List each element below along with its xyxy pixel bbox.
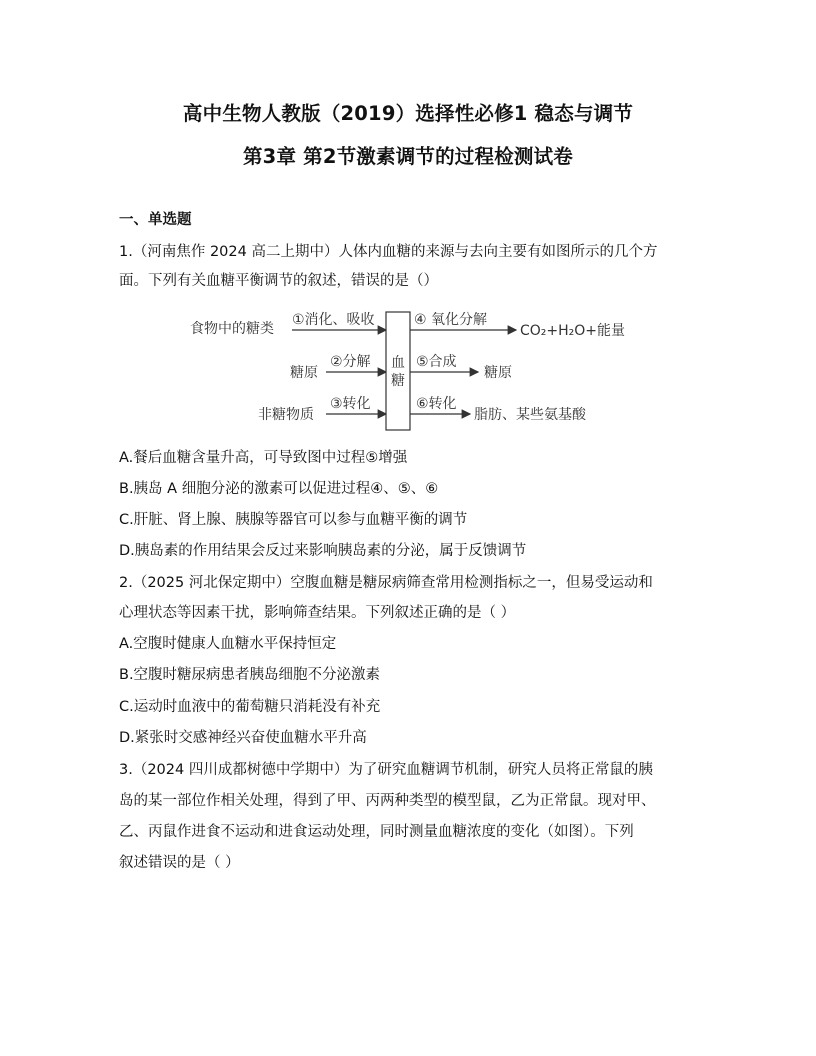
document-subtitle: 第3章 第2节激素调节的过程检测试卷	[242, 145, 574, 168]
source-food-carbs: 食物中的糖类	[190, 321, 274, 337]
question-1-stem-line-2: 面。下列有关血糖平衡调节的叙述，错误的是（）	[119, 273, 438, 289]
question-1-option-a: A.餐后血糖含量升高，可导致图中过程⑤增强	[119, 450, 408, 466]
question-1-stem-line-1: 1.（河南焦作 2024 高二上期中）人体内血糖的来源与去向主要有如图所示的几个方	[119, 244, 658, 260]
question-1-option-c: C.肝脏、肾上腺、胰腺等器官可以参与血糖平衡的调节	[119, 512, 468, 528]
question-2-option-a: A.空腹时健康人血糖水平保持恒定	[119, 636, 337, 652]
process-4-label: ④ 氧化分解	[414, 312, 488, 328]
question-3-stem-line-3: 乙、丙鼠作进食不运动和进食运动处理，同时测量血糖浓度的变化（如图）。下列	[119, 824, 634, 840]
process-1-label: ①消化、吸收	[292, 312, 375, 328]
blood-glucose-box	[386, 312, 410, 430]
question-2-option-c: C.运动时血液中的葡萄糖只消耗没有补充	[119, 699, 381, 715]
question-1-option-b: B.胰岛 A 细胞分泌的激素可以促进过程④、⑤、⑥	[119, 481, 439, 497]
process-2-label: ②分解	[330, 354, 371, 370]
question-3-stem-line-1: 3.（2024 四川成都树德中学期中）为了研究血糖调节机制，研究人员将正常鼠的胰	[119, 762, 653, 778]
product-co2-water-energy: CO₂+H₂O+能量	[520, 323, 626, 339]
blood-glucose-diagram	[190, 304, 630, 436]
source-glycogen: 糖原	[290, 365, 318, 381]
question-3-stem-line-2: 岛的某一部位作相关处理，得到了甲、丙两种类型的模型鼠，乙为正常鼠。现对甲、	[119, 793, 656, 809]
document-title: 高中生物人教版（2019）选择性必修1 稳态与调节	[182, 102, 634, 125]
process-5-label: ⑤合成	[416, 354, 457, 370]
section-heading: 一、单选题	[119, 212, 192, 228]
product-fat-amino-acids: 脂肪、某些氨基酸	[474, 407, 586, 423]
question-1-option-d: D.胰岛素的作用结果会反过来影响胰岛素的分泌，属于反馈调节	[119, 543, 527, 559]
question-3-stem-line-4: 叙述错误的是（ ）	[119, 855, 240, 871]
product-glycogen: 糖原	[484, 365, 512, 381]
process-6-label: ⑥转化	[416, 396, 457, 412]
question-2-option-b: B.空腹时糖尿病患者胰岛细胞不分泌激素	[119, 667, 381, 683]
blood-glucose-char-1: 血	[391, 355, 405, 371]
blood-glucose-char-2: 糖	[391, 373, 405, 389]
source-non-sugar: 非糖物质	[258, 407, 314, 423]
question-2-option-d: D.紧张时交感神经兴奋使血糖水平升高	[119, 730, 367, 746]
question-2-stem-line-1: 2.（2025 河北保定期中）空腹血糖是糖尿病筛查常用检测指标之一，但易受运动和	[119, 575, 653, 591]
question-2-stem-line-2: 心理状态等因素干扰，影响筛查结果。下列叙述正确的是（ ）	[119, 605, 516, 621]
process-3-label: ③转化	[330, 396, 371, 412]
